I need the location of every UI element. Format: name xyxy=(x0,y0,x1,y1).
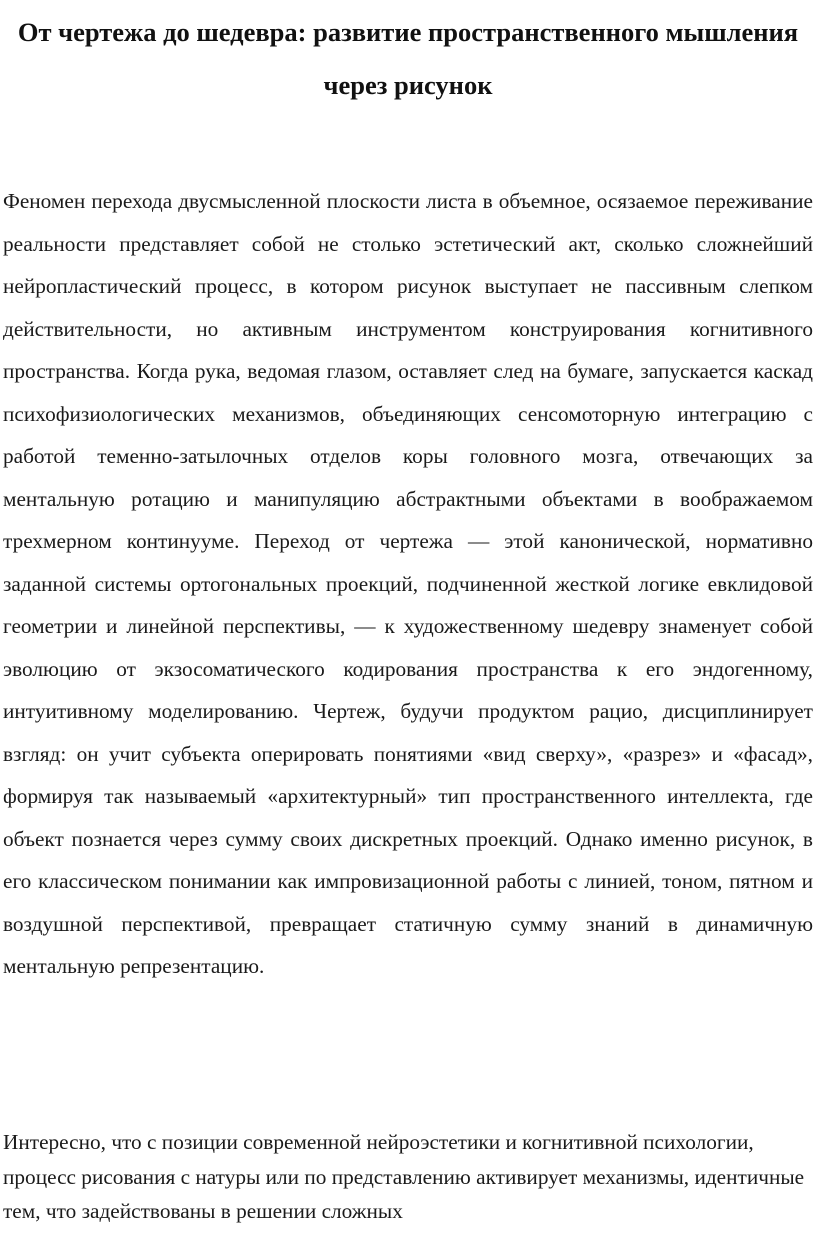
document-title: От чертежа до шедевра: развитие пространственного мышления через рисунок xyxy=(17,17,799,100)
body-paragraph-1: Феномен перехода двусмысленной плоскости листа в объемное, осязаемое переживание реальности представляет собой не столько эстетический акт, сколько сложнейший нейропластический процесс, в котором рисунок выступает не пассивным слепком действительности, но активным инструментом конструирования когнитивного пространства. Когда рука, ведомая глазом, оставляет след на бумаге, запускается каскад психофизиологических механизмов, объединяющих сенсомоторную интеграцию с работой теменно-затылочных отделов коры головного мозга, отвечающих за ментальную ротацию и манипуляцию абстрактными объектами в воображаемом трехмерном континууме. Переход от чертежа — этой канонической, нормативно заданной системы ортогональных проекций, подчиненной жесткой логике евклидовой геометрии и линейной перспективы, — к художественному шедевру знаменует собой эволюцию от экзосоматического кодирования пространства к его эндогенному, интуитивному моделированию. Чертеж, будучи продуктом рацио, дисциплинирует взгляд: он учит субъекта оперировать понятиями «вид сверху», «разрез» и «фасад», формируя так называемый «архитектурный» тип пространственного интеллекта, где объект познается через сумму своих дискретных проекций. Однако именно рисунок, в его классическом понимании как импровизационной работы с линией, тоном, пятном и воздушной перспективой, превращает статичную сумму знаний в динамичную ментальную репрезентацию. xyxy=(3,189,813,978)
body-paragraph-2: Интересно, что с позиции современной нейроэстетики и когнитивной психологии, процесс рисования с натуры или по представлению активирует механизмы, идентичные тем, что задействованы в решении сложных xyxy=(3,1130,805,1223)
